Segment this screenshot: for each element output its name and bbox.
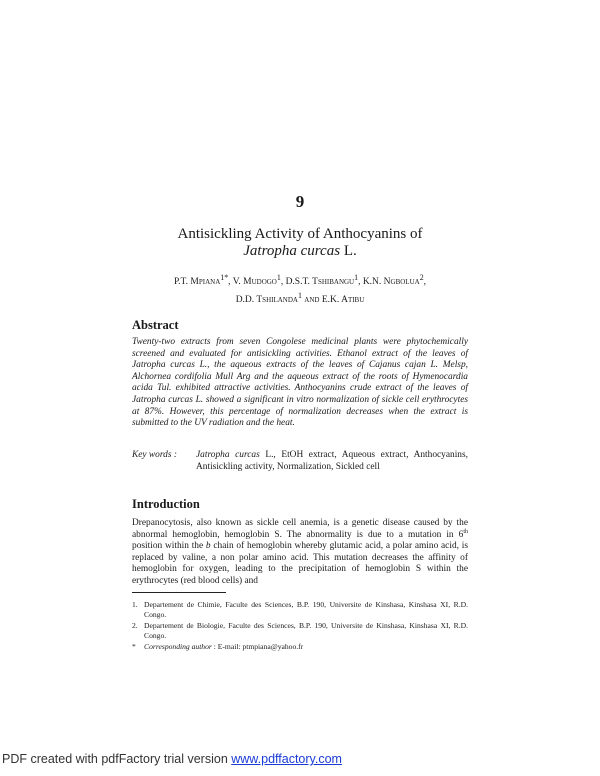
footnote-number: * <box>132 642 136 651</box>
title-species: Jatropha curcas <box>243 243 341 259</box>
author-list <box>0 271 600 307</box>
author-smallcaps: piana <box>198 277 221 288</box>
footnote-number: 2. <box>132 621 138 630</box>
author-smallcaps: gbolua <box>390 277 420 288</box>
intro-part: position within the <box>132 541 206 552</box>
author-smallcaps: shilanda <box>262 295 298 306</box>
keywords-species: Jatropha curcas <box>196 450 260 460</box>
pdf-watermark <box>2 752 342 766</box>
chapter-title <box>0 226 600 260</box>
corresponding-email: : E-mail: ptmpiana@yahoo.fr <box>211 642 304 651</box>
authors-line-1 <box>0 271 600 289</box>
intro-part: chain of hemoglobin whereby glutamic acid, a polar amino acid, is replaced by valine, a non polar amino acid. This mutation decreases the affinity of hemoglobin for oxygen, leading to the precipitation of hemoglobin S within the erythrocytes (red blood cells) and <box>132 541 468 586</box>
author-text: E.K. A <box>321 295 348 306</box>
introduction-heading: Introduction <box>132 497 200 511</box>
affiliation-mark: 1 <box>354 273 359 282</box>
pdffactory-link[interactable]: www.pdffactory.com <box>231 752 342 766</box>
author-smallcaps: tibu <box>347 295 365 306</box>
introduction-text <box>132 518 468 588</box>
keywords-rest: L., EtOH extract, Aqueous extract, Anthocyanins, Antisickling activity, Normalization, Sickled cell <box>196 450 468 472</box>
affiliation-mark: 1 <box>297 291 302 301</box>
affiliation-mark: 1* <box>220 273 229 282</box>
intro-superscript: th <box>463 528 468 535</box>
footnote-item <box>132 621 468 641</box>
title-suffix: L. <box>340 243 357 259</box>
affiliation-mark: 1 <box>276 273 281 282</box>
affiliation-mark: 2 <box>419 273 424 282</box>
author-smallcaps: shibangu <box>317 277 355 288</box>
authors-line-2 <box>0 289 600 307</box>
footnotes <box>132 600 468 653</box>
intro-beta: b <box>205 541 211 552</box>
pdf-watermark-text: PDF created with pdfFactory trial version <box>2 752 232 766</box>
footnote-number: 1. <box>132 600 138 609</box>
corresponding-label: Corresponding author <box>144 642 212 651</box>
author-smallcaps: udogo <box>251 277 277 288</box>
footnote-text: Departement de Biologie, Faculte des Sciences, B.P. 190, Universite de Kinshasa, Kinshasa XI, R.D. Congo. <box>144 621 468 640</box>
chapter-number: 9 <box>295 192 305 211</box>
title-line-2 <box>0 243 600 260</box>
abstract-heading: Abstract <box>132 318 179 332</box>
keywords-label: Key words : <box>132 450 177 460</box>
footnote-text: Departement de Chimie, Faculte des Sciences, B.P. 190, Universite de Kinshasa, Kinshasa XI, R.D. Congo. <box>144 600 468 619</box>
author-text: , V. M <box>228 277 252 288</box>
keywords-list <box>196 450 468 473</box>
intro-part: Drepanocytosis, also known as sickle cell anemia, is a genetic disease caused by the abnormal hemoglobin, hemoglobin S. The abnormality is due to a mutation in 6 <box>132 518 468 540</box>
footnote-text <box>144 642 468 652</box>
title-line-1: Antisickling Activity of Anthocyanins of <box>177 226 423 242</box>
author-text: D.D. T <box>235 295 263 306</box>
author-text: , K.N. N <box>358 277 391 288</box>
keywords <box>132 450 468 473</box>
abstract-text: Twenty-two extracts from seven Congolese medicinal plants were phytochemically screened and evaluated for antisickling activities. Ethanol extract of the leaves of Jatropha curcas L., the aqueous extracts of the leaves of Cajanus cajan L. Melsp, Alchornea cordifolia Mull Arg and the aqueous extract of the roots of Hymenocardia acida Tul. exhibited attractive activities. Anthocyanins crude extract of the leaves of Jatropha curcas L. showed a significant in vitro normalization of sickle cell erythrocytes at 87%. However, this percentage of normalization decreases when the extract is submitted to the UV radiation and the heat. <box>132 337 468 429</box>
author-text: , <box>423 277 427 288</box>
footnote-divider <box>132 592 226 593</box>
footnote-item <box>132 642 468 652</box>
author-conjunction: and <box>301 295 322 306</box>
footnote-item <box>132 600 468 620</box>
author-text: , D.S.T. T <box>280 277 318 288</box>
author-text: P.T. M <box>173 277 199 288</box>
